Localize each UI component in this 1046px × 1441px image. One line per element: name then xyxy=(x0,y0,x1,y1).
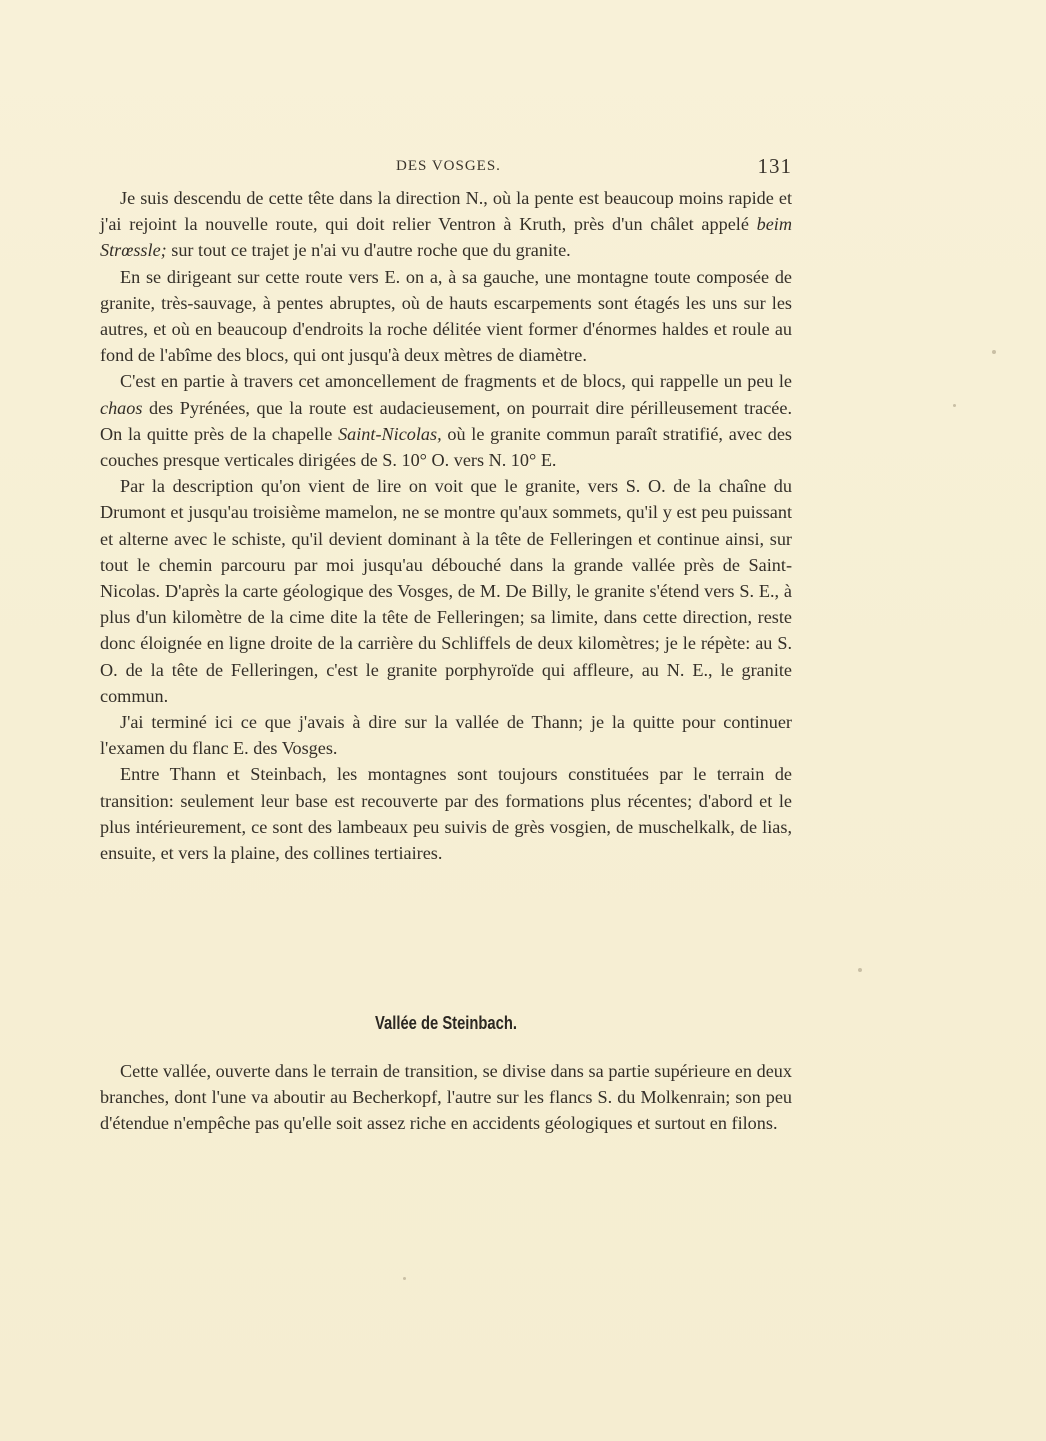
section-text xyxy=(100,1058,792,1137)
paragraph-3-text-a: C'est en partie à travers cet amoncellement de fragments et de blocs, qui rappelle un peu le xyxy=(120,371,792,392)
section-paragraph-1: Cette vallée, ouverte dans le terrain de transition, se divise dans sa partie supérieure en deux branches, dont l'une va aboutir au Becherkopf, l'autre sur les flancs S. du Molkenrain; son peu d'étendue n'empêche pas qu'elle soit assez riche en accidents géologiques et surtout en filons. xyxy=(100,1061,792,1134)
paper-speck xyxy=(403,1277,406,1280)
paragraph-4: Par la description qu'on vient de lire on voit que le granite, vers S. O. de la chaîne du Drumont et jusqu'au troisième mamelon, ne se montre qu'aux sommets, qu'il y est peu puissant et alterne avec le schiste, qu'il devient dominant à la tête de Felleringen et continue ainsi, sur tout le chemin parcouru par moi jusqu'au débouché dans la grande vallée près de Saint-Nicolas. D'après la carte géologique des Vosges, de M. De Billy, le granite s'étend vers S. E., à plus d'un kilomètre de la cime dite la tête de Felleringen; sa limite, dans cette direction, reste donc éloignée en ligne droite de la carrière du Schliffels de deux kilomètres; je le répète: au S. O. de la tête de Felleringen, c'est le granite porphyroïde qui affleure, au N. E., le granite commun. xyxy=(100,476,792,706)
paper-speck xyxy=(992,350,996,354)
paragraph-3-text-c: où le granite commun paraît stratifié, avec des couches presque verticales dirigées de S. 10° O. vers N. 10° E. xyxy=(100,423,792,471)
paragraph-3-italic-saint-nicolas: Saint-Nicolas, xyxy=(338,423,442,444)
paragraph-1-text-a: Je suis descendu de cette tête dans la direction N., où la pente est beaucoup moins rapide et j'ai rejoint la nouvelle route, qui doit relier Ventron à Kruth, près d'un châlet appelé xyxy=(100,188,792,235)
paragraph-1-text-b: sur tout ce trajet je n'ai vu d'autre roche que du granite. xyxy=(166,240,571,261)
paragraph-6: Entre Thann et Steinbach, les montagnes sont toujours constituées par le terrain de transition: seulement leur base est recouverte par des formations plus récentes; d'abord et le plus intérieurement, ce sont des lambeaux peu suivis de grès vosgien, de muschelkalk, de lias, ensuite, et vers la plaine, des collines tertiaires. xyxy=(100,764,792,864)
paragraph-2: En se dirigeant sur cette route vers E. on a, à sa gauche, une montagne toute composée de granite, très-sauvage, à pentes abruptes, où de hauts escarpements sont étagés les uns sur les autres, et où en beaucoup d'endroits la roche délitée vient former d'énormes haldes et roule au fond de l'abîme des blocs, qui ont jusqu'à deux mètres de diamètre. xyxy=(100,266,792,366)
paragraph-1-italic: beim Strœssle; xyxy=(100,214,792,261)
paragraph-3-italic-chaos: chaos xyxy=(100,397,143,418)
paragraph-5: J'ai terminé ici ce que j'avais à dire sur la vallée de Thann; je la quitte pour continuer l'examen du flanc E. des Vosges. xyxy=(100,712,792,759)
running-head xyxy=(100,154,792,180)
page-number: 131 xyxy=(757,154,792,178)
running-title: DES VOSGES. xyxy=(396,158,501,174)
paper-speck xyxy=(953,404,956,407)
paper-speck xyxy=(858,968,862,972)
paragraph-3-text-b: des Pyrénées, que la route est audacieusement, on pourrait dire périlleusement tracée. On la quitte près de la chapelle xyxy=(100,397,792,444)
section-heading: Vallée de Steinbach. xyxy=(375,1013,517,1033)
paragraph-1 xyxy=(100,185,792,264)
main-text xyxy=(100,185,792,866)
paragraph-3 xyxy=(100,368,792,473)
